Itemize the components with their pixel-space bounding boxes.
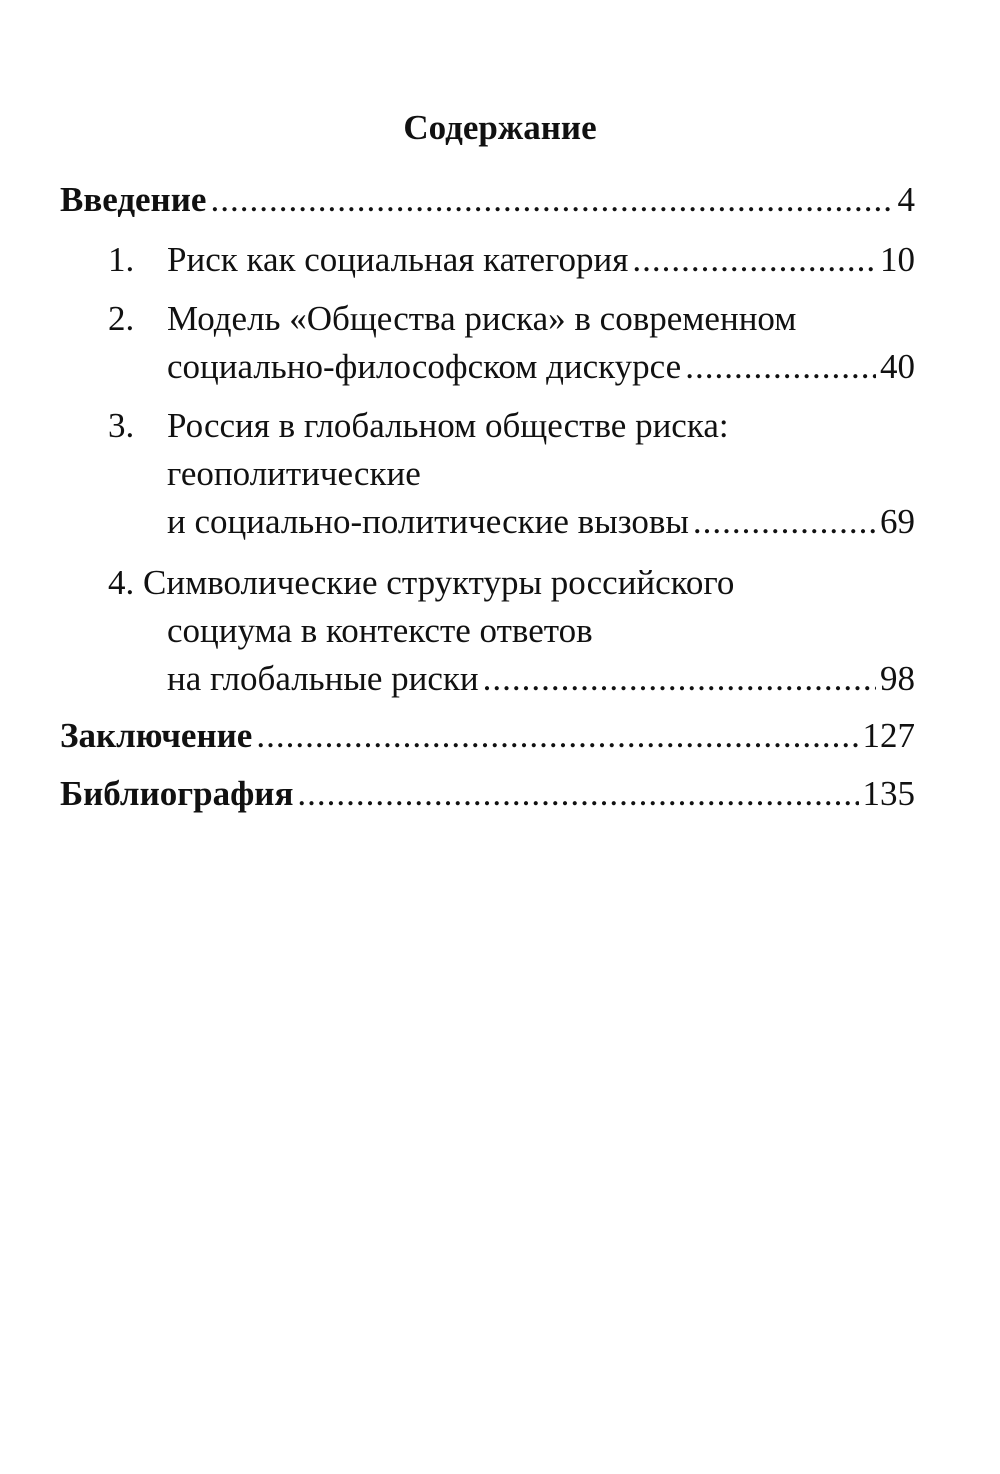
toc-entry-chapter-3[interactable] [60,402,915,546]
toc-ch4-page: 98 [880,659,915,698]
leader-dots [256,712,858,760]
toc-ch3-line-3: и социально-политические вызовы [167,502,689,541]
toc-ch4-line-3: на глобальные риски [167,659,479,698]
toc-entry-chapter-4[interactable] [60,559,915,703]
leader-dots [693,498,876,546]
toc-ch4-line-1: Символические структуры российского [143,563,735,602]
toc-ch3-line-2: геополитические [167,454,421,493]
toc-ch2-number: 2. [108,299,135,338]
toc-intro-label: Введение [60,180,207,219]
table-of-contents [60,176,915,818]
toc-entry-intro[interactable] [60,176,915,224]
toc-bibliography-page: 135 [862,774,915,813]
toc-ch1-number: 1. [108,240,135,279]
toc-entry-bibliography[interactable] [60,770,915,818]
leader-dots [632,236,876,284]
toc-ch4-line-2: социума в контексте ответов [167,611,593,650]
toc-ch1-page: 10 [880,240,915,279]
toc-ch1-line-1: Риск как социальная категория [167,240,629,279]
page-title: Содержание [403,108,597,147]
toc-intro-page: 4 [897,180,915,219]
toc-conclusion-label: Заключение [60,716,253,755]
toc-ch3-line-1: Россия в глобальном обществе риска: [167,406,729,445]
toc-ch2-line-2: социально-философском дискурсе [167,347,682,386]
toc-ch3-number: 3. [108,406,135,445]
leader-dots [210,176,893,224]
toc-entry-conclusion[interactable] [60,712,915,760]
toc-bibliography-label: Библиография [60,774,294,813]
toc-ch2-page: 40 [880,347,915,386]
leader-dots [297,770,858,818]
toc-entry-chapter-1[interactable] [60,236,915,284]
toc-conclusion-page: 127 [862,716,915,755]
leader-dots [685,343,876,391]
toc-ch4-number: 4. [108,563,135,602]
toc-ch2-line-1: Модель «Общества риска» в современном [167,299,797,338]
toc-ch3-page: 69 [880,502,915,541]
leader-dots [483,655,876,703]
toc-entry-chapter-2[interactable] [60,295,915,391]
